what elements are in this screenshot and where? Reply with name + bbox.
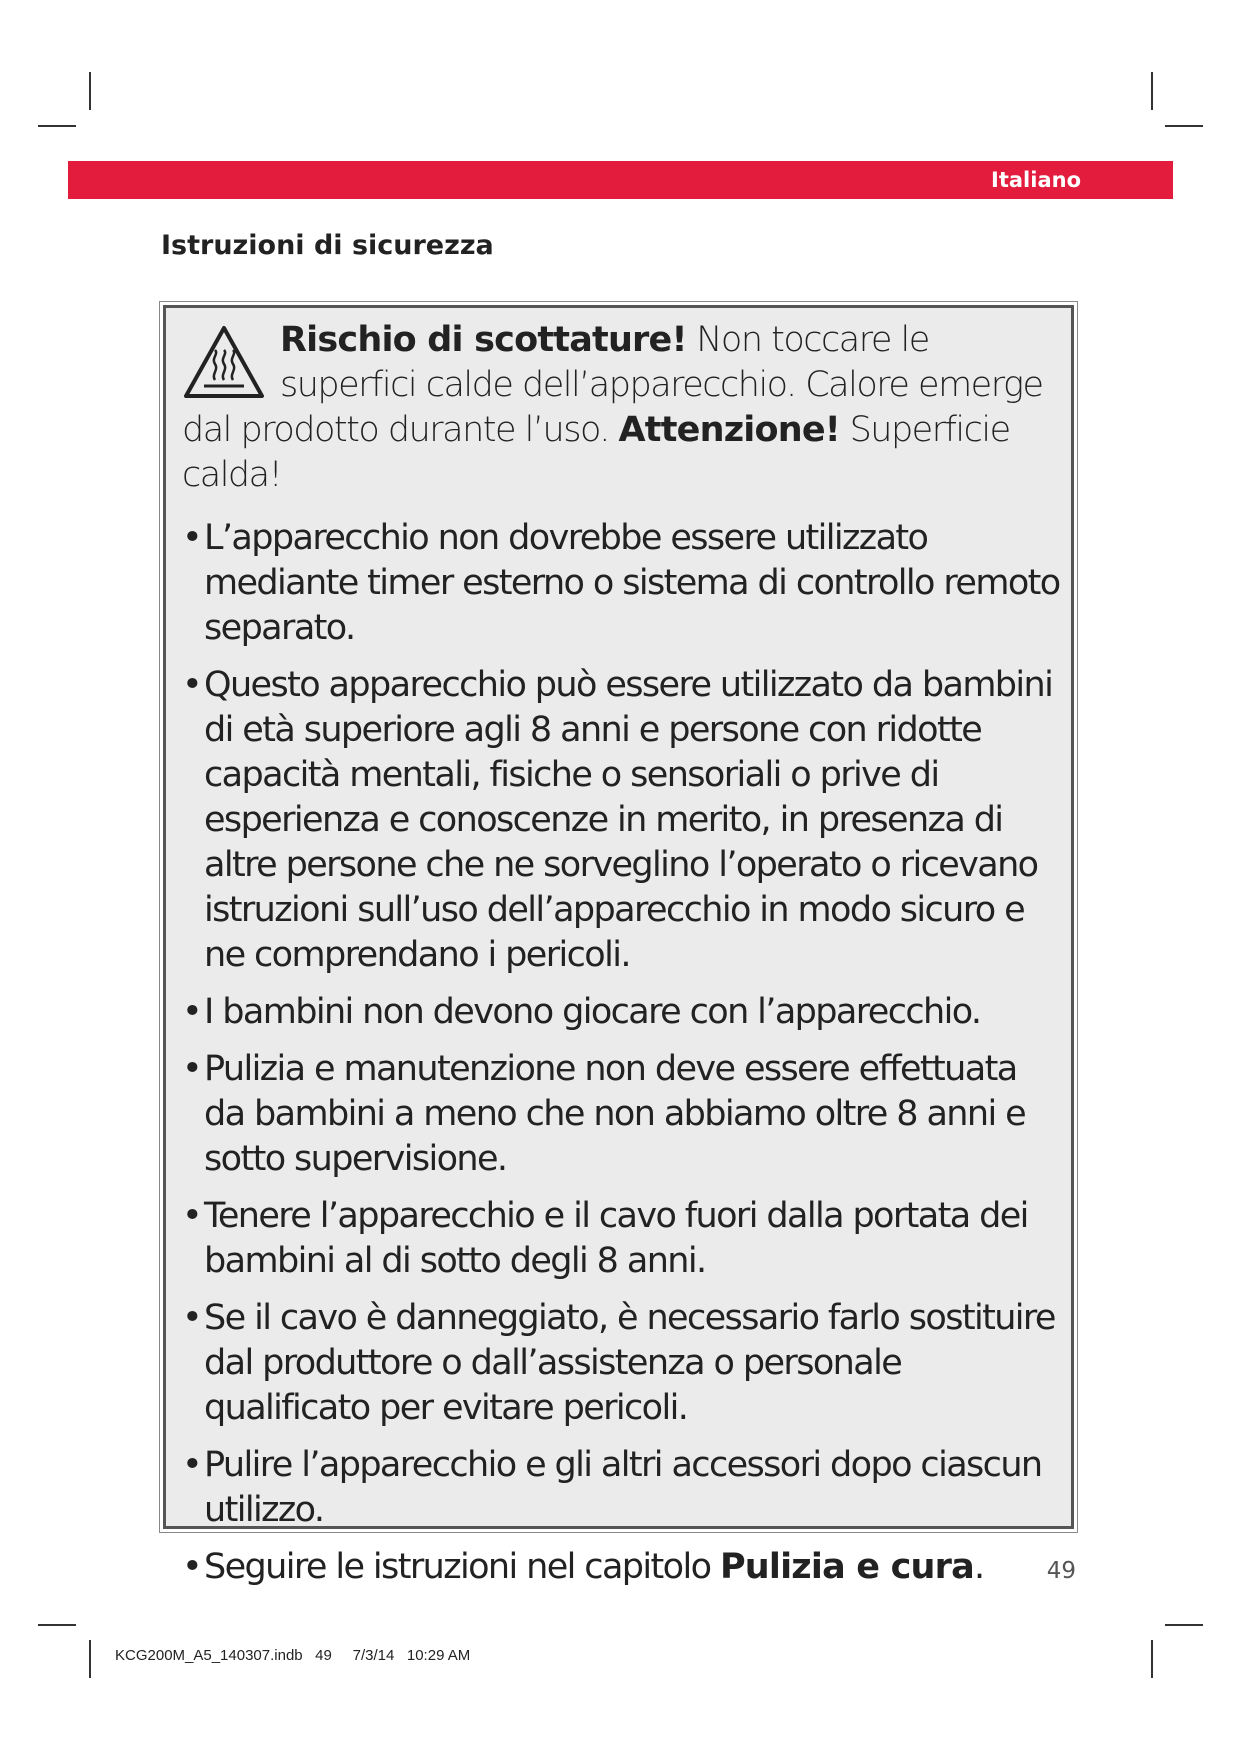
- list-item: • Pulizia e manutenzione non deve essere effettuata da bambini a meno che non abbiamo oltre 8 anni e sotto supervisione.: [182, 1047, 1063, 1182]
- list-item: • Se il cavo è danneggiato, è necessario farlo sostituire dal produttore o dall’assistenza o personale qualificato per evitare pericoli.: [182, 1296, 1063, 1431]
- chapter-reference: Pulizia e cura: [719, 1547, 974, 1587]
- print-footer: KCG200M_A5_140307.indb 49 7/3/14 10:29 AM: [115, 1647, 471, 1664]
- list-item: [182, 1545, 1063, 1590]
- language-label: Italiano: [991, 168, 1081, 192]
- crop-mark: [1165, 1624, 1203, 1626]
- safety-instructions-list: [182, 516, 1063, 1590]
- crop-mark: [1165, 125, 1203, 127]
- crop-mark: [38, 125, 76, 127]
- list-item: • Tenere l’apparecchio e il cavo fuori dalla portata dei bambini al di sotto degli 8 anni.: [182, 1194, 1063, 1284]
- crop-mark: [89, 72, 91, 110]
- list-item: • Pulire l’apparecchio e gli altri accessori dopo ciascun utilizzo.: [182, 1443, 1063, 1533]
- list-item: • L’apparecchio non dovrebbe essere utilizzato mediante timer esterno o sistema di controllo remoto separato.: [182, 516, 1063, 651]
- crop-mark: [1151, 72, 1153, 110]
- warning-text: Superficie calda!: [182, 410, 1010, 495]
- burn-risk-warning: [182, 318, 1063, 498]
- crop-mark: [89, 1640, 91, 1678]
- warning-text: Non toccare le superfici calde dell’apparecchio. Calore emerge dal prodotto durante l’uso.: [182, 320, 1043, 450]
- warning-heading: Rischio di scottature!: [280, 320, 687, 360]
- crop-mark: [38, 1624, 76, 1626]
- list-item-text: Seguire le istruzioni nel capitolo: [204, 1547, 720, 1587]
- page-number: 49: [1046, 1558, 1076, 1584]
- list-item-text: .: [973, 1547, 984, 1587]
- section-title: Istruzioni di sicurezza: [161, 230, 494, 261]
- warning-emphasis: Attenzione!: [618, 410, 840, 450]
- list-item: • I bambini non devono giocare con l’apparecchio.: [182, 990, 1063, 1035]
- hot-surface-warning-icon: [182, 324, 266, 402]
- crop-mark: [1151, 1640, 1153, 1678]
- list-item: • Questo apparecchio può essere utilizzato da bambini di età superiore agli 8 anni e persone con ridotte capacità mentali, fisiche o sensoriali o prive di esperienza e conoscenze in merito, in presenza di altre persone che ne sorveglino l’operato o ricevano istruzioni sull’uso dell’apparecchio in modo sicuro e ne comprendano i pericoli.: [182, 663, 1063, 978]
- language-header-bar: [68, 161, 1173, 199]
